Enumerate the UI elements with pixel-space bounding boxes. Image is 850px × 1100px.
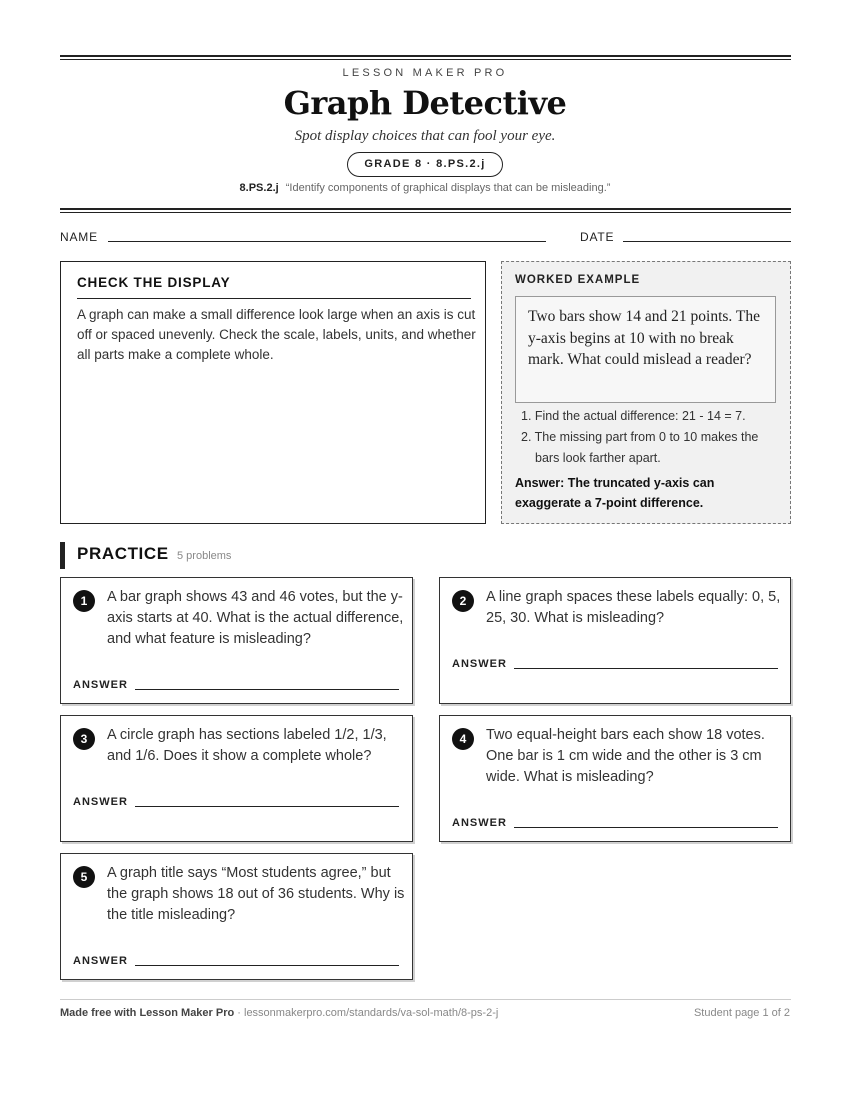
page-title: Graph Detective: [283, 84, 567, 122]
worked-example-steps: [515, 406, 783, 469]
worked-example-step: 2. The missing part from 0 to 10 makes the bars look farther apart.: [521, 430, 759, 465]
answer-field-4[interactable]: [514, 827, 778, 828]
footer-url[interactable]: · lessonmakerpro.com/standards/va-sol-math/8-ps-2-j: [234, 1007, 499, 1019]
answer-label: ANSWER: [73, 679, 128, 691]
answer-field-1[interactable]: [135, 689, 399, 690]
problem-text: A circle graph has sections labeled 1/2, 1/3, and 1/6. Does it show a complete whole?: [107, 727, 387, 764]
footer-rule: [60, 999, 791, 1000]
check-display-title: CHECK THE DISPLAY: [77, 275, 231, 290]
name-field[interactable]: [108, 241, 546, 242]
brand-name: LESSON MAKER PRO: [342, 67, 508, 79]
answer-label: ANSWER: [73, 955, 128, 967]
footer-credit: [60, 1007, 498, 1019]
footer-page-number: Student page 1 of 2: [693, 1007, 790, 1019]
worked-example-panel: [501, 261, 791, 524]
problem-card-2: [439, 577, 791, 704]
worked-example-step: 1. Find the actual difference: 21 - 14 = 7.: [521, 409, 746, 423]
problem-number-badge: 5: [73, 866, 95, 888]
check-display-body: A graph can make a small difference look large when an axis is cut off or spaced unevenly. Check the scale, labels, units, and whether all parts make a complete whole.: [77, 307, 476, 362]
problem-text: A line graph spaces these labels equally: 0, 5, 25, 30. What is misleading?: [486, 589, 781, 626]
worked-example-answer: Answer: The truncated y-axis can exaggerate a 7-point difference.: [515, 476, 715, 510]
name-label: NAME: [60, 230, 98, 244]
practice-title: PRACTICE: [77, 544, 169, 563]
practice-accent-bar: [60, 542, 65, 569]
standard-code: 8.PS.2.j: [239, 182, 279, 194]
header-bottom-rule: [60, 208, 791, 213]
problem-card-3: [60, 715, 413, 842]
problem-number-badge: 4: [452, 728, 474, 750]
check-display-panel: [60, 261, 486, 524]
standard-text: “Identify components of graphical displays that can be misleading.”: [285, 182, 611, 194]
date-field[interactable]: [623, 241, 791, 242]
problem-number-badge: 2: [452, 590, 474, 612]
answer-label: ANSWER: [452, 658, 507, 670]
standard-line: [0, 182, 850, 194]
worked-example-title: WORKED EXAMPLE: [515, 274, 641, 286]
practice-count: 5 problems: [177, 550, 232, 562]
problem-number-badge: 1: [73, 590, 95, 612]
problem-number-badge: 3: [73, 728, 95, 750]
answer-label: ANSWER: [73, 796, 128, 808]
problem-card-5: [60, 853, 413, 980]
date-label: DATE: [580, 230, 615, 244]
problem-text: Two equal-height bars each show 18 votes. One bar is 1 cm wide and the other is 3 cm wide. What is misleading?: [486, 727, 765, 785]
header-top-rule: [60, 55, 791, 60]
check-display-rule: [77, 298, 471, 299]
page-subtitle: Spot display choices that can fool your eye.: [294, 128, 556, 144]
footer-made-with: Made free with Lesson Maker Pro: [60, 1007, 235, 1019]
answer-field-2[interactable]: [514, 668, 778, 669]
problem-card-4: [439, 715, 791, 842]
problem-text: A bar graph shows 43 and 46 votes, but the y-axis starts at 40. What is the actual difference, and what feature is misleading?: [107, 589, 404, 647]
answer-label: ANSWER: [452, 817, 507, 829]
worked-example-problem: Two bars show 14 and 21 points. The y-axis begins at 10 with no break mark. What could mislead a reader?: [515, 296, 776, 403]
answer-field-5[interactable]: [135, 965, 399, 966]
answer-field-3[interactable]: [135, 806, 399, 807]
problem-card-1: [60, 577, 413, 704]
problem-text: A graph title says “Most students agree,” but the graph shows 18 out of 36 students. Why is the title misleading?: [107, 865, 405, 923]
grade-badge: GRADE 8 · 8.PS.2.j: [347, 152, 503, 177]
